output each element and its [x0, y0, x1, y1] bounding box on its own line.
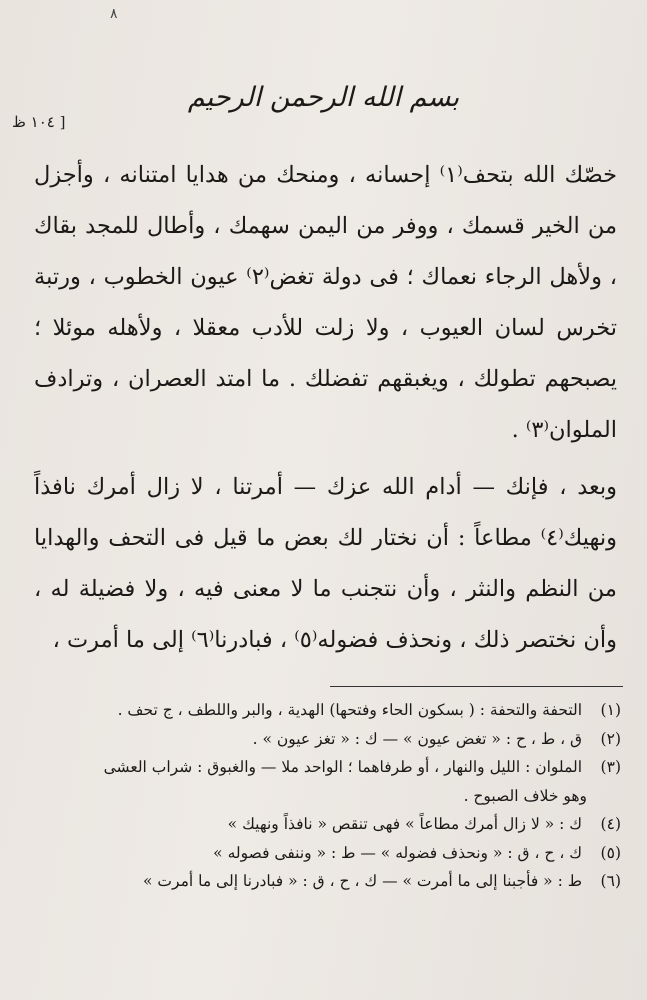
footnote-number: (١) [600, 701, 621, 719]
footnote-number: (٦) [600, 872, 621, 890]
footnote [18, 696, 621, 725]
footnote-text: ك : « لا زال أمرك مطاعاً » فهى تنقص « نافذاً ونهيك » [227, 815, 583, 833]
footnote-text: ك ، ح ، ق : « ونحذف فضوله » — ط : « وننفى فصوله » [213, 843, 583, 862]
footnote [18, 753, 621, 782]
paragraph: خصّك الله بتحف⁽١⁾ إحسانه ، ومنحك من هدايا امتنانه ، وأجزل من الخير قسمك ، ووفر من اليمن سهمك ، وأطال للمجد بقاك ، ولأهل الرجاء نعماك ؛ فى دولة تغض⁽٢⁾ عيون الخطوب ، ورتبة تخرس لسان العيوب ، ولا زلت للأدب معقلا ، ولأهله موئلا ؛ يصبحهم تطولك ، ويغبقهم تفضلك . ما امتد العصران ، وترادف الملوان⁽٣⁾ . [34, 162, 617, 443]
footnote-text: ط : « فأجبنا إلى ما أمرت » — ك ، ح ، ق : « فبادرنا إلى ما أمرت » [143, 872, 583, 890]
footnote-text: وهو خلاف الصبوح . [463, 786, 587, 805]
main-text [34, 150, 617, 666]
footnote-divider [330, 686, 623, 687]
footnote [18, 725, 621, 754]
page-mark: ٨ [110, 6, 118, 22]
footnote-number: (٢) [600, 729, 621, 748]
footnote-text: الملوان : الليل والنهار ، أو طرفاهما ؛ الواحد ملا — والغبوق : شراب العشى [103, 758, 583, 776]
footnote-text: ق ، ط ، ح : « تغض عيون » — ك : « تغز عيون » . [252, 729, 583, 748]
basmala-heading: بسم الله الرحمن الرحيم [187, 82, 460, 113]
footnote-continuation [18, 782, 621, 811]
folio-reference: [ ١٠٤ ظ [12, 113, 66, 131]
footnote-number: (٤) [600, 815, 621, 833]
footnote [18, 810, 621, 839]
footnotes [18, 696, 621, 896]
paragraph: وبعد ، فإنك — أدام الله عزك — أمرتنا ، لا زال أمرك نافذاً ونهيك⁽٤⁾ مطاعاً : أن نختار لك بعض ما قيل فى التحف والهدايا من النظم والنثر ، وأن نتجنب ما لا معنى فيه ، ولا فضيلة له ، وأن نختصر ذلك ، ونحذف فضوله⁽٥⁾ ، فبادرنا⁽٦⁾ إلى ما أمرت ، [34, 474, 617, 653]
footnote-text: التحفة والتحفة : ( بسكون الحاء وفتحها) الهدية ، والبر واللطف ، ج تحف . [117, 701, 583, 719]
footnote-number: (٣) [600, 758, 621, 776]
footnote-number: (٥) [600, 843, 621, 862]
footnote [18, 867, 621, 896]
footnote [18, 839, 621, 868]
